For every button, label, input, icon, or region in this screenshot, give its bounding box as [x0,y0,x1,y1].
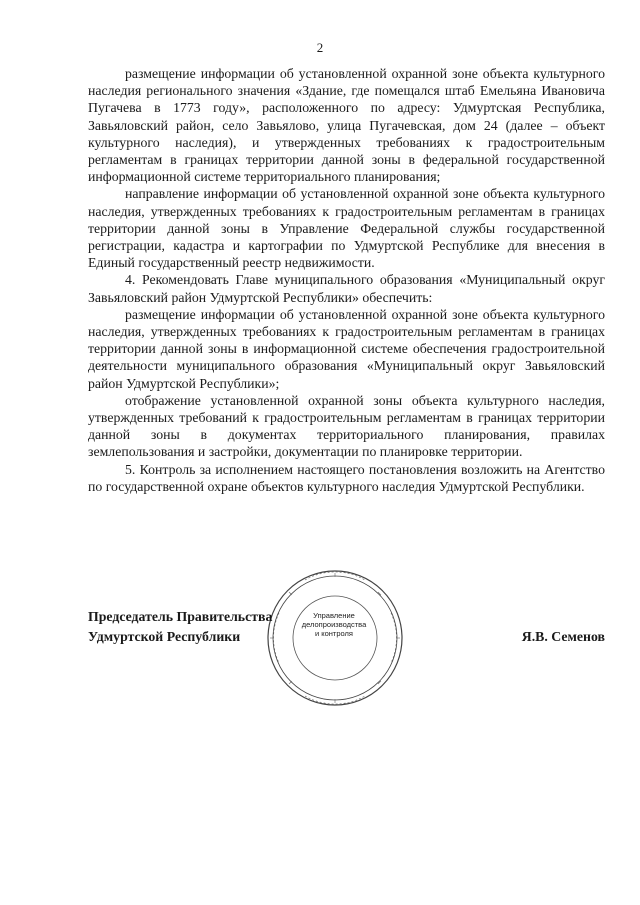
page-number: 2 [316,40,324,55]
paragraph: направление информации об установленной охранной зоне объекта культурного наследия, утвержденных требованиях к градостроительным регламентам в границах территории данной зоны в Управление Федеральной службы государственной регистрации, кадастра и картографии по Удмуртской Республике для внесения в Единый государственный реестр недвижимости. [88,186,605,271]
paragraph: 4. Рекомендовать Главе муниципального образования «Муниципальный округ Завьяловский район Удмуртской Республики» обеспечить: [88,272,605,305]
signatory-name: Я.В. Семенов [521,629,605,644]
stamp-line: делопроизводства [301,620,367,629]
stamp-line: и контроля [314,629,353,638]
paragraph: размещение информации об установленной охранной зоне объекта культурного наследия, утвержденных требованиях к градостроительным регламентам в границах территории данной зоны в информационной системе обеспечения градостроительной деятельности муниципального образования «Муниципальный округ Завьяловский район Удмуртской Республики»; [88,306,605,391]
paragraph: размещение информации об установленной охранной зоне объекта культурного наследия регионального значения «Здание, где помещался штаб Емельяна Ивановича Пугачева в 1773 году», расположенного по адресу: Удмуртская Республика, Завьяловский район, село Завьялово, улица Пугачевская, дом 24 (далее – объект культурного наследия), и утвержденных требованиях к градостроительным регламентам в границах территории данной зоны в федеральной государственной информационной системе территориального планирования; [88,66,605,185]
document-body [88,65,605,495]
signatory-title-line: Председатель Правительства [88,609,273,624]
paragraph: отображение установленной охранной зоны объекта культурного наследия, утвержденных требований к градостроительным регламентам в границах территории данной зоны в документах территориального планирования, правилах землепользования и застройки, документации по планировке территории. [88,392,605,460]
signature-block [88,607,605,647]
signatory-title [88,607,272,647]
stamp-line: Управление [313,611,355,620]
signatory-title-line: Удмуртской Республики [88,629,241,644]
paragraph: 5. Контроль за исполнением настоящего постановления возложить на Агентство по государственной охране объектов культурного наследия Удмуртской Республики. [88,461,605,494]
